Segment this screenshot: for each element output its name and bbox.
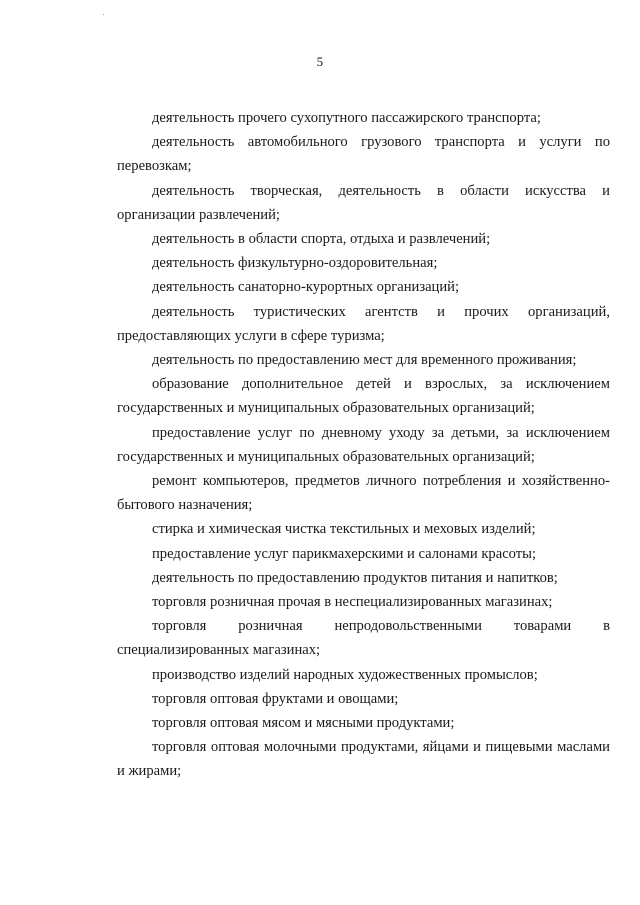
- page-number: 5: [316, 54, 324, 69]
- list-item: предоставление услуг по дневному уходу за детьми, за исключением государственных и муниципальных образовательных организаций;: [117, 424, 610, 465]
- list-item: деятельность по предоставлению продуктов питания и напитков;: [152, 569, 558, 586]
- list-item: деятельность автомобильного грузового транспорта и услуги по перевозкам;: [117, 134, 610, 175]
- list-item: деятельность физкультурно-оздоровительная;: [152, 255, 438, 272]
- list-item: деятельность по предоставлению мест для временного проживания;: [152, 352, 577, 369]
- list-item: торговля оптовая молочными продуктами, яйцами и пищевыми маслами и жирами;: [117, 739, 610, 780]
- list-item: стирка и химическая чистка текстильных и меховых изделий;: [152, 521, 536, 538]
- list-item: деятельность в области спорта, отдыха и развлечений;: [152, 231, 491, 248]
- list-item: торговля оптовая мясом и мясными продуктами;: [152, 715, 455, 732]
- list-item: деятельность санаторно-курортных организаций;: [152, 279, 460, 296]
- list-item: ремонт компьютеров, предметов личного потребления и хозяйственно-бытового назначения;: [117, 473, 610, 514]
- page-body: [117, 106, 610, 784]
- list-item: предоставление услуг парикмахерскими и салонами красоты;: [152, 545, 537, 562]
- list-item: торговля оптовая фруктами и овощами;: [152, 690, 399, 707]
- list-item: производство изделий народных художественных промыслов;: [152, 666, 538, 683]
- scan-speck: [103, 14, 104, 15]
- list-item: образование дополнительное детей и взрослых, за исключением государственных и муниципальных образовательных организаций;: [117, 376, 610, 417]
- list-item: деятельность прочего сухопутного пассажирского транспорта;: [152, 110, 541, 126]
- list-item: торговля розничная непродовольственными товарами в специализированных магазинах;: [117, 618, 610, 659]
- list-item: торговля розничная прочая в неспециализированных магазинах;: [152, 594, 553, 611]
- list-item: деятельность творческая, деятельность в области искусства и организации развлечений;: [117, 182, 610, 223]
- list-item: деятельность туристических агентств и прочих организаций, предоставляющих услуги в сфере туризма;: [117, 303, 610, 344]
